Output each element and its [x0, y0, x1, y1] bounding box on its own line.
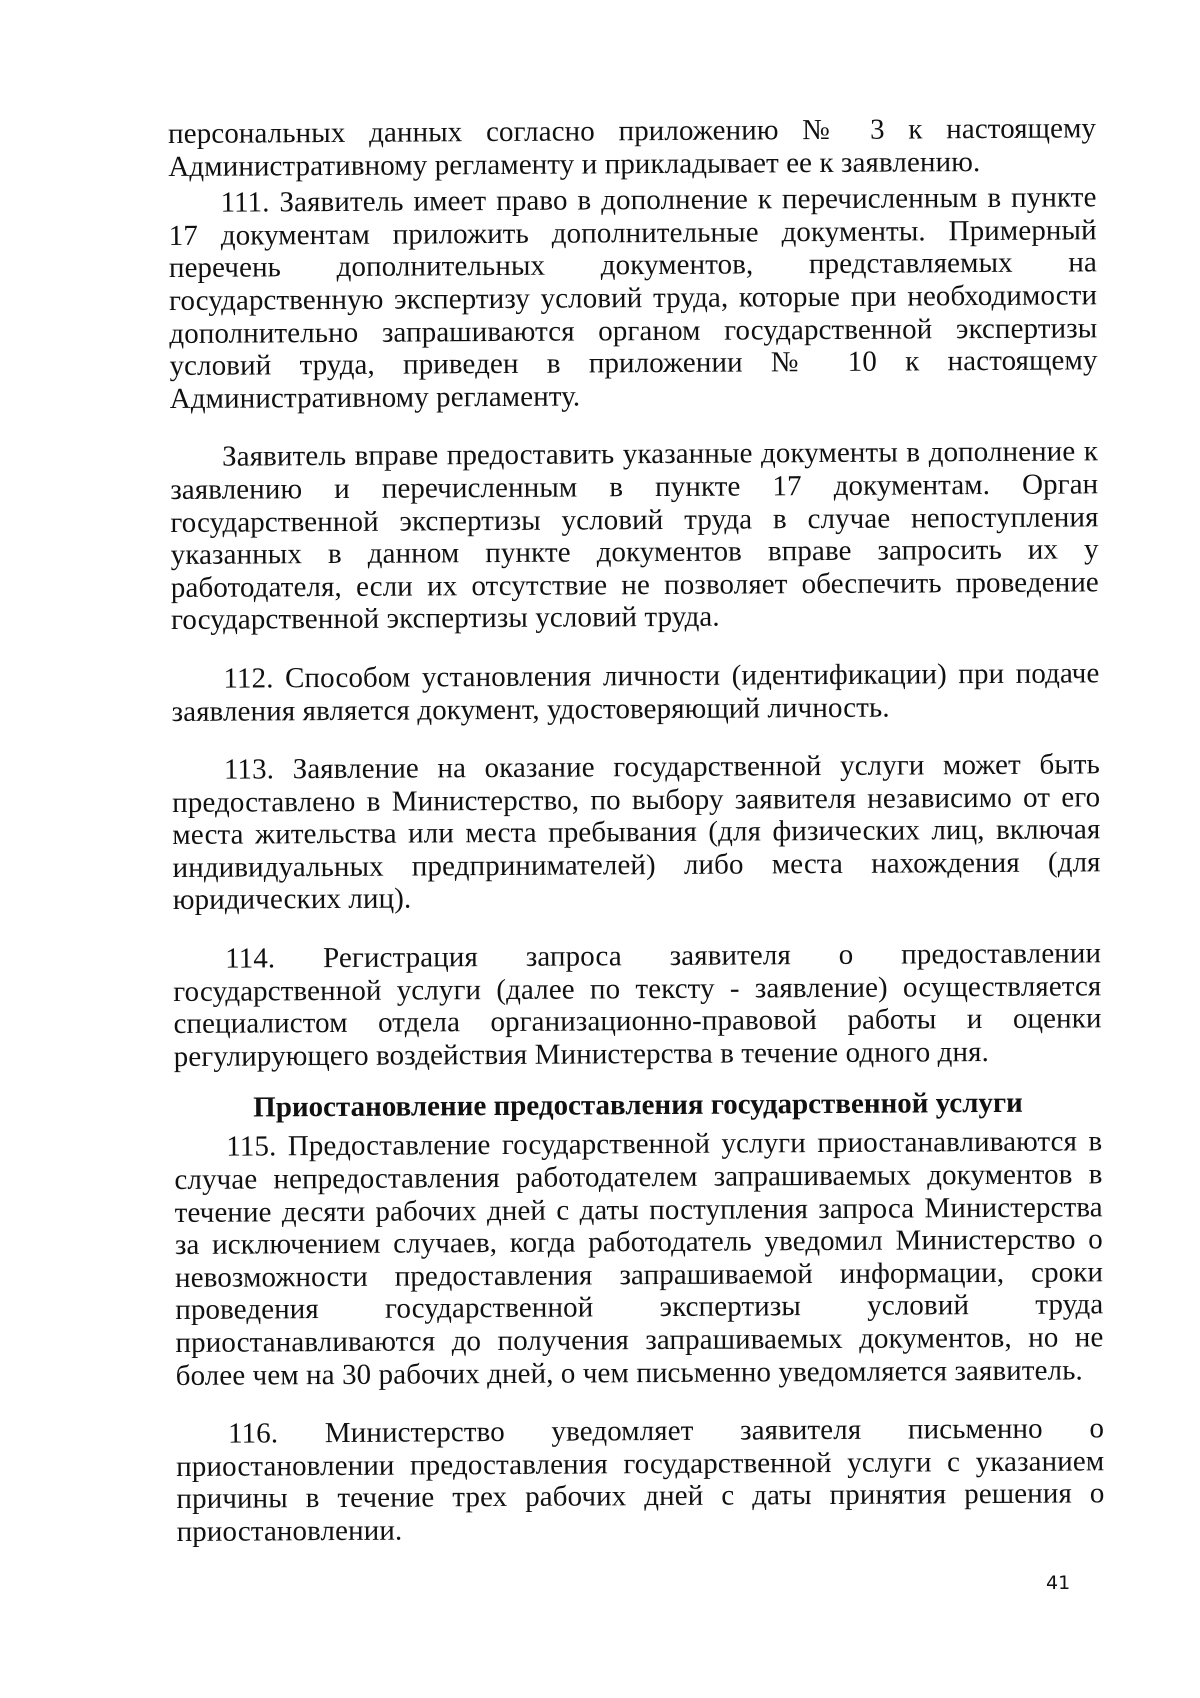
paragraph-113: 113. Заявление на оказание государственной услуги может быть предоставлено в Министерство, по выбору заявителя независимо от его места жительства или места пребывания (для физических лиц, включая индивидуальных предпринимателей) либо места нахождения (для юридических лиц).	[172, 748, 1101, 917]
paragraph-114: 114. Регистрация запроса заявителя о предоставлении государственной услуги (далее по тексту - заявление) осуществляется специалистом отдела организационно-правовой работы и оценки регулирующего воздействия Министерства в течение одного дня.	[173, 937, 1102, 1073]
paragraph-116: 116. Министерство уведомляет заявителя письменно о приостановлении предоставления государственной услуги с указанием причины в течение трех рабочих дней с даты принятия решения о приостановлении.	[176, 1412, 1105, 1548]
paragraph-111: 111. Заявитель имеет право в дополнение к перечисленным в пункте 17 документам приложить дополнительные документы. Примерный перечень дополнительных документов, представляемых на государственную экспертизу условий труда, которые при необходимости дополнительно запрашиваются органом государственной экспертизы условий труда, приведен в приложении № 10 к настоящему Административному регламенту.	[168, 181, 1098, 415]
paragraph-115: 115. Предоставление государственной услуги приостанавливаются в случае непредоставления работодателем запрашиваемых документов в течение десяти рабочих дней с даты поступления запроса Министерства за исключением случаев, когда работодатель уведомил Министерство о невозможности предоставления запрашиваемой информации, сроки проведения государственной экспертизы условий труда приостанавливаются до получения запрашиваемых документов, но не более чем на 30 рабочих дней, о чем письменно уведомляется заявитель.	[174, 1125, 1104, 1392]
document-body	[168, 112, 1105, 1548]
paragraph-112: 112. Способом установления личности (идентификации) при подаче заявления является документ, удостоверяющий личность.	[171, 657, 1100, 728]
page-number: 41	[1046, 1572, 1071, 1594]
section-heading: Приостановление предоставления государственной услуги	[253, 1087, 1023, 1124]
paragraph-continuation: персональных данных согласно приложению № 3 к настоящему Административному регламенту и прикладывает ее к заявлению.	[168, 112, 1097, 183]
paragraph-111-continued: Заявитель вправе предоставить указанные документы в дополнение к заявлению и перечисленным в пункте 17 документам. Орган государственной экспертизы условий труда в случае непоступления указанных в данном пункте документов вправе запросить их у работодателя, если их отсутствие не позволяет обеспечить проведение государственной экспертизы условий труда.	[170, 435, 1099, 637]
